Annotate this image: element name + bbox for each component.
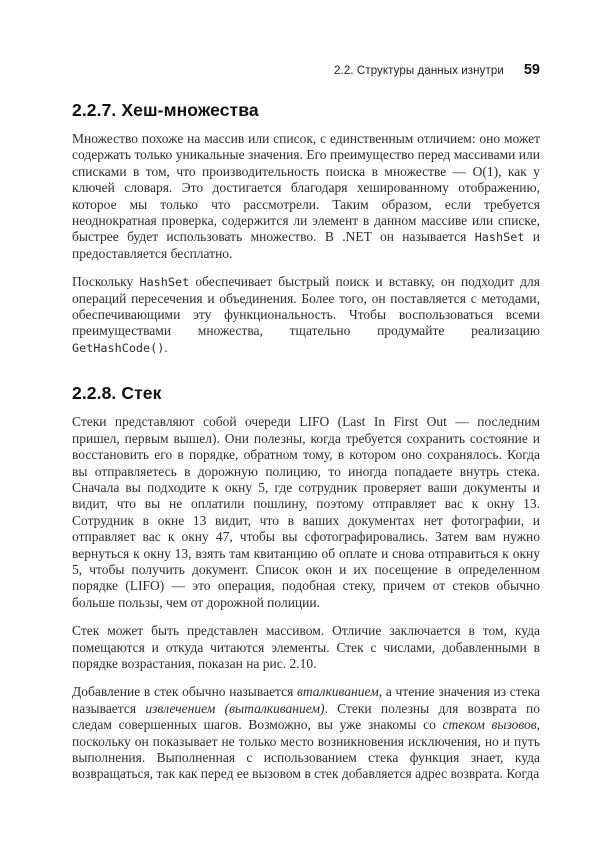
text-run: . bbox=[164, 339, 168, 355]
emphasis-text: извлечением (выталкиванием) bbox=[145, 700, 325, 716]
paragraph-hash-sets-2 bbox=[72, 274, 540, 356]
paragraph-stack-2 bbox=[72, 623, 540, 672]
section-heading-hash-sets: 2.2.7. Хеш-множества bbox=[72, 100, 259, 120]
text-run: Множество похоже на массив или список, с единственным отличием: оно может содержать только уникальные значения. Его преимущество перед массивами или списками в том, что производительность поиска в множестве — O(1), как у ключей словаря. Это достигается благодаря хешированному отображению, которое мы только что рассмотрели. Таким образом, если требуется неоднократная проверка, содержится ли элемент в данном массиве или списке, быстрее будет использовать множество. В .NET он называется bbox=[72, 131, 540, 245]
text-run: Поскольку bbox=[72, 274, 140, 290]
emphasis-text: стеком вызовов bbox=[442, 717, 537, 733]
text-run: и предоставляется бесплатно. bbox=[72, 229, 540, 261]
inline-code: GetHashCode() bbox=[72, 340, 165, 355]
paragraph-stack-3 bbox=[72, 684, 540, 782]
text-run: обеспечивает быстрый поиск и вставку, он подходит для операций пересечения и объединения. Более того, он поставляется с методами, обеспечивающими эту функциональность. Чтобы воспользоваться всеми преимуществами множества, тщательно продумайте реализацию bbox=[72, 274, 540, 339]
text-run: Стеки представляют собой очереди LIFO (Last In First Out — последним пришел, первым вышел). Они полезны, когда требуется сохранить состояние и восстановить его в порядке, обратном тому, в котором оно сохранялось. Когда вы отправляетесь в дорожную полицию, то иногда попадаете внутрь стека. Сначала вы подходите к окну 5, где сотрудник проверяет ваши документы и видит, что вы не оплатили пошлину, поэтому отправляет вас к окну 13. Сотрудник в окне 13 видит, что в ваших документах нет фотографии, и отправляет вас к окну 47, чтобы вы сфотографировались. Затем вам нужно вернуться к окну 13, взять там квитанцию об оплате и снова отправиться к окну 5, чтобы получить документ. Список окон и их посещение в определенном порядке (LIFO) — это операция, подобная стеку, причем от стеков обычно больше пользы, чем от дорожной полиции. bbox=[72, 414, 540, 610]
text-run: , а чтение значения из стека называется bbox=[72, 684, 540, 716]
running-header bbox=[72, 62, 540, 78]
text-run: Добавление в стек обычно называется bbox=[72, 684, 298, 700]
text-run: , поскольку он показывает не только место возникновения исключения, но и путь выполнения. Выполненная с использованием стека функция знает, куда возвращаться, так как перед ее вызовом в стек добавляется адрес возврата. Когда bbox=[72, 717, 540, 782]
page-number: 59 bbox=[523, 62, 540, 78]
section-heading-stack: 2.2.8. Стек bbox=[72, 383, 162, 404]
emphasis-text: вталкиванием bbox=[297, 684, 379, 700]
text-run: . Стеки полезны для возврата по следам совершенных шагов. Возможно, вы уже знакомы со bbox=[72, 700, 540, 733]
inline-code: HashSet bbox=[139, 275, 190, 290]
text-run: Стек может быть представлен массивом. Отличие заключается в том, куда помещаются и откуда читаются элементы. Стек с числами, добавленными в порядке возрастания, показан на рис. 2.10. bbox=[72, 623, 540, 671]
inline-code: HashSet bbox=[474, 230, 525, 245]
running-title: 2.2. Структуры данных изнутри bbox=[334, 65, 504, 77]
paragraph-hash-sets-1 bbox=[72, 131, 540, 262]
paragraph-stack-1 bbox=[72, 414, 540, 611]
